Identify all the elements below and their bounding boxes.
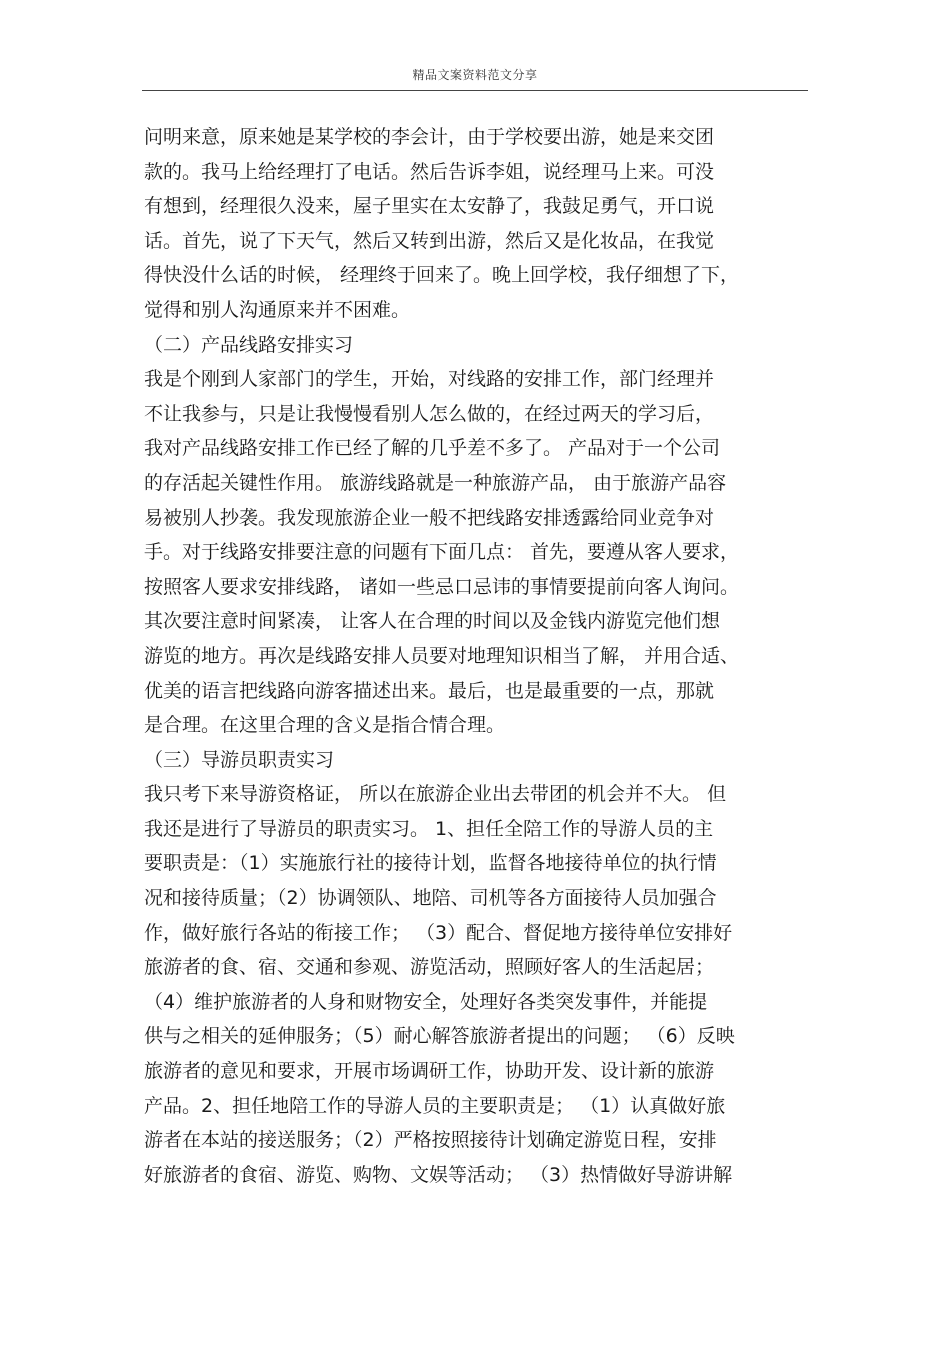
text-line: 况和接待质量；（2）协调领队、地陪、司机等各方面接待人员加强合 [144, 887, 717, 910]
page-header: 精品文案资料范文分享 [412, 68, 538, 82]
document-body [144, 120, 814, 1192]
text-line: 按照客人要求安排线路， 诸如一些忌口忌讳的事情要提前向客人询问。 [144, 575, 740, 598]
text-line: 供与之相关的延伸服务；（5）耐心解答旅游者提出的问题； （6）反映 [144, 1025, 735, 1048]
text-line: 作，做好旅行各站的衔接工作； （3）配合、督促地方接待单位安排好 [144, 921, 733, 944]
section-heading: （三）导游员职责实习 [144, 748, 335, 771]
text-line: 游览的地方。再次是线路安排人员要对地理知识相当了解， 并用合适、 [144, 644, 740, 667]
text-line: 其次要注意时间紧凑， 让客人在合理的时间以及金钱内游览完他们想 [144, 610, 721, 633]
text-line: 是合理。在这里合理的含义是指合情合理。 [144, 714, 506, 737]
text-line: 手。对于线路安排要注意的问题有下面几点： 首先，要遵从客人要求， [144, 541, 740, 564]
text-line: 我对产品线路安排工作已经了解的几乎差不多了。 产品对于一个公司 [144, 437, 721, 460]
text-line: 旅游者的意见和要求，开展市场调研工作，协助开发、设计新的旅游 [144, 1060, 715, 1083]
text-line: 觉得和别人沟通原来并不困难。 [144, 298, 411, 321]
text-line: 款的。我马上给经理打了电话。然后告诉李姐，说经理马上来。可没 [144, 160, 715, 183]
text-line: 话。首先，说了下天气，然后又转到出游，然后又是化妆品，在我觉 [144, 229, 715, 252]
text-line: 得快没什么话的时候， 经理终于回来了。晚上回学校，我仔细想了下， [144, 264, 740, 287]
header-divider [142, 90, 808, 91]
text-line: （4）维护旅游者的人身和财物安全，处理好各类突发事件，并能提 [144, 990, 708, 1013]
text-line: 我还是进行了导游员的职责实习。 1、担任全陪工作的导游人员的主 [144, 817, 714, 840]
text-line: 旅游者的食、宿、交通和参观、游览活动，照顾好客人的生活起居； [144, 956, 715, 979]
text-line: 产品。2、担任地陪工作的导游人员的主要职责是； （1）认真做好旅 [144, 1094, 726, 1117]
text-line: 要职责是：（1）实施旅行社的接待计划，监督各地接待单位的执行情 [144, 852, 717, 875]
text-line: 我只考下来导游资格证， 所以在旅游企业出去带团的机会并不大。 但 [144, 783, 727, 806]
text-line: 不让我参与，只是让我慢慢看别人怎么做的，在经过两天的学习后， [144, 402, 715, 425]
text-line: 好旅游者的食宿、游览、购物、文娱等活动； （3）热情做好导游讲解 [144, 1163, 733, 1186]
section-heading: （二）产品线路安排实习 [144, 333, 354, 356]
text-line: 问明来意，原来她是某学校的李会计，由于学校要出游，她是来交团 [144, 126, 715, 148]
text-line: 游者在本站的接送服务；（2）严格按照接待计划确定游览日程，安排 [144, 1129, 717, 1152]
text-line: 的存活起关键性作用。 旅游线路就是一种旅游产品， 由于旅游产品容 [144, 471, 727, 494]
text-line: 有想到，经理很久没来，屋子里实在太安静了，我鼓足勇气，开口说 [144, 195, 715, 218]
text-line: 优美的语言把线路向游客描述出来。最后，也是最重要的一点，那就 [144, 679, 715, 702]
text-line: 易被别人抄袭。我发现旅游企业一般不把线路安排透露给同业竞争对 [144, 506, 715, 529]
text-line: 我是个刚到人家部门的学生，开始，对线路的安排工作，部门经理并 [144, 368, 715, 391]
